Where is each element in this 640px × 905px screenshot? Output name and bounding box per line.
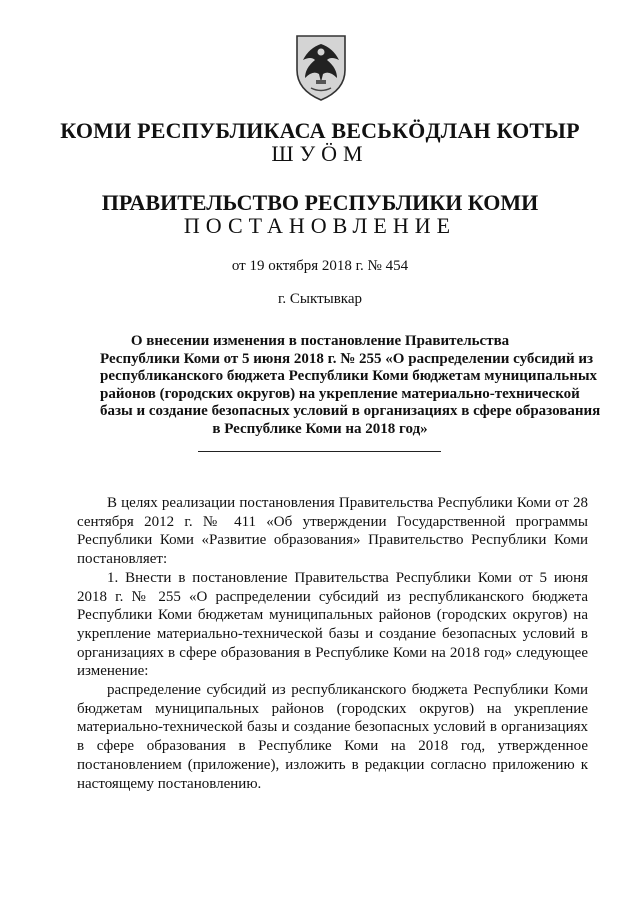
document-body — [77, 494, 588, 793]
body-paragraph-amendment: распределение субсидий из республиканского бюджета Республики Коми бюджетам муниципальных районов (городских округов) на укрепление материально-технической базы и создание безопасных условий в организациях в сфере образования в Республике Коми на 2018 год, утвержденное постановлением (приложение), изложить в редакции согласно приложению к настоящему постановлению. — [77, 682, 588, 792]
komi-coat-of-arms-icon — [293, 30, 349, 102]
document-date-number: от 19 октября 2018 г. № 454 — [231, 258, 409, 274]
title-line: районов (городских округов) на укрепление материально-технической — [100, 385, 580, 402]
title-line: базы и создание безопасных условий в организациях в сфере образования — [100, 403, 601, 419]
doc-type-russian: ПОСТАНОВЛЕНИЕ — [183, 213, 457, 238]
body-paragraph-preamble: В целях реализации постановления Правительства Республики Коми от 28 сентября 2012 г. № 411 «Об утверждении Государственной программы Республики Коми «Развитие образования» Правительство Республики Коми постановляет: — [77, 495, 588, 568]
title-line: республиканского бюджета Республики Коми бюджетам муниципальных — [100, 368, 598, 384]
document-city: г. Сыктывкар — [277, 291, 363, 307]
title-line: Республики Коми от 5 июня 2018 г. № 255 «О распределении субсидий из — [100, 350, 594, 367]
org-name-komi: КОМИ РЕСПУБЛИКАСА ВЕСЬКӦДЛАН КОТЫР — [60, 118, 580, 143]
document-title — [100, 333, 601, 438]
title-line: в Республике Коми на 2018 год» — [212, 420, 428, 437]
doc-type-komi: ШУӦМ — [271, 141, 369, 166]
title-line: О внесении изменения в постановление Правительства — [130, 333, 510, 349]
body-paragraph-clause-1: 1. Внести в постановление Правительства Республики Коми от 5 июня 2018 г. № 255 «О распределении субсидий из республиканского бюджета Республики Коми бюджетам муниципальных районов (городских округов) на укрепление материально-технической базы и создание безопасных условий в организациях в сфере образования в Республике Коми на 2018 год» следующее изменение: — [77, 569, 588, 680]
title-divider — [198, 451, 441, 452]
org-name-russian: ПРАВИТЕЛЬСТВО РЕСПУБЛИКИ КОМИ — [101, 190, 539, 215]
